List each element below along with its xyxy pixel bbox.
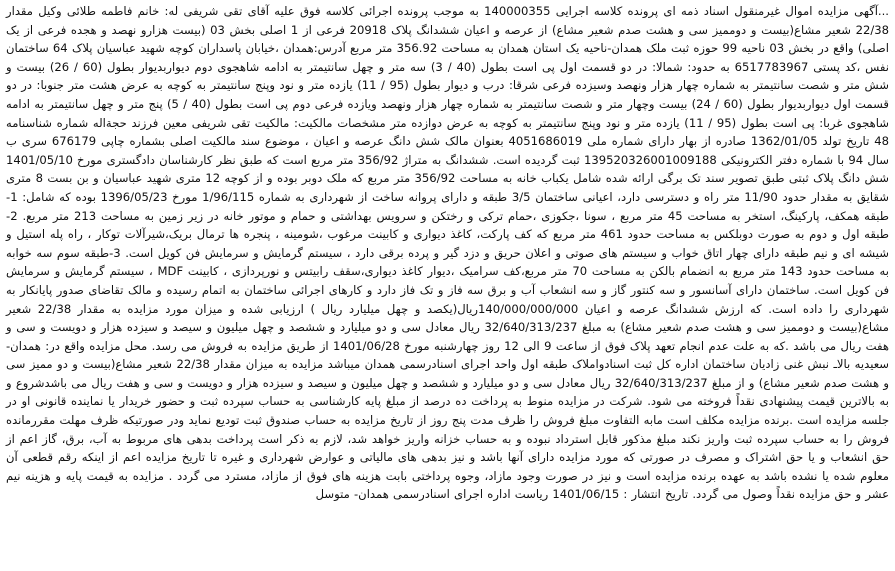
notice-text: ...آگهی مزایده اموال غیرمنقول اسناد ذمه ای پرونده کلاسه اجرایی 140000355 به موجب پرونده اجرائی کلاسه فوق علیه آقای تقی شریفی له: خانم فاطمه طلائی وکیل مقدار 22/38 شعیر مشاع(بیست و دوممیز سی و هشت صدم شعیر مشاع) از عرصه و اعیان ششدانگ پلاک 20918 فرعی از 1 اصلی بخش 03 (بیست هزارو نهصد و هجده فرعی از یک اصلی) واقع در بخش 03 ناحیه 99 حوزه ثبت ملک همدان-ناحیه یک استان همدان به مساحت 356.92 متر مربع آدرس:همدان ،خیابان پاسداران کوچه شهید عباسیان پلاک 64 ساختمان نفس ،کد پستی 6517783967 به حدود: شمالا: در دو قسمت اول پی است بطول (40 / 3) سه متر و چهل سانتیمتر به ادامه شاهجوی دوم دیواربدیوار بطول (60 / 26) بیست و شش متر و شصت سانتیمتر به شماره چهار هزار ونهصد وسیزده فرعی شرقا: درب و دیوار بطول (95 / 11) یازده متر و نود وپنج سانتیمتر به کوچه به عرض هشت متر جنوبا: در دو قسمت اول دیواربدیوار بطول (60 / 24) بیست وچهار متر و شصت سانتیمتر به شماره چهار هزار ونهصد ویازده فرعی دوم پی است بطول (40 / 5) پنج متر و چهل سانتیمتر به ادامه شاهجوی غربا: پی است بطول (95 / 11) یازده متر و نود وپنج سانتیمتر به کوچه به عرض دوازده متر مشخصات مالکیت: مالکیت تقی شریفی معین فرزند حجةاله شماره شناسنامه 48 تاریخ تولد 1362/01/05 صادره از بهار دارای شماره ملی 4051686019 بعنوان مالک شش دانگ عرصه و اعیان ، موضوع سند مالکیت اصلی بشماره چاپی 676179 سری ب سال 94 با شماره دفتر الکترونیکی 139520326001009188 ثبت گردیده است. ششدانگ به متراژ 356/92 متر مربع است که طبق نظر کارشناسان دادگستری مورخ 1401/05/10 شش دانگ پلاک ثبتی طبق تصویر سند تک برگی ارائه شده شامل یکباب خانه به مساحت 356/92 متر مربع که ملک دوبر بوده و از کوچه 12 متری شهید عباسیان و بن بست 8 متری شقایق به مقدار حدود 11/90 متر راه و دسترسی دارد، اعیانی ساختمان 3/5 طبقه و دارای پروانه ساخت از شهرداری به شماره 1/96/115 مورخ 1396/05/23 بوده که شامل: 1-طبقه همکف، پارکینگ، استخر به مساحت 45 متر مربع ، سونا ،جکوزی ،حمام ترکی و رختکن و سرویس بهداشتی و حمام و موتور خانه در زیر زمین به مساحت 213 متر مربع. 2- طبقه اول و دوم به صورت دوبلکس به مساحت حدود 461 متر مربع که کف پارکت، کاغذ دیواری و کابینت مرغوب ،شومینه ، پنجره ها ترمال بریک،شیرآلات توکار ، راه پله استیل و شیشه ای و نیم طبقه دارای چهار اتاق خواب و سیستم های صوتی و اعلان حریق و دزد گیر و پرده برقی دارد ، سیستم گرمایش و سرمایش فن کویل است. 3-طبقه سوم سه خوابه به مساحت حدود 143 متر مربع به انضمام بالکن به مساحت 70 متر مربع،کف سرامیک ،دیوار کاغذ دیواری،سقف رابیتس و نورپردازی ، کابینت MDF ، سیستم گرمایش و سرمایش فن کویل است. ساختمان دارای آسانسور و سه کنتور گاز و سه انشعاب آب و برق سه فاز و تک فاز دارد و کارهای اجرائی ساختمان به اتمام رسیده و مالک تقاضای صدور پایانکار به شهرداری را داده است. که ارزش ششدانگ عرصه و اعیان 140/000/000/000ریال(یکصد و چهل میلیارد ریال ) ارزیابی شده و میزان مورد مزایده به مقدار 22/38 شعیر مشاع(بیست و دوممیز سی و هشت صدم شعیر مشاع) به مبلغ 32/640/313/237 ریال معادل سی و دو میلیارد و ششصد و چهل میلیون و سیصد و سیزده هزار و دویست و سی و هفت ریال می باشد .که به علت عدم انجام تعهد پلاک فوق از ساعت 9 الی 12 روز چهارشنبه مورخ 1401/06/28 از طریق مزایده به فروش می رسد. محل مزایده واقع در: همدان-سعیدیه بالاـ نبش غنی زادیان ساختمان اداره کل ثبت اسنادواملاک طبقه اول واحد اجرای اسنادرسمی همدان میباشد مزایده به میزان مقدار 22/38 شعیر مشاع(بیست و دو ممیز سی و هشت صدم شعیر مشاع) و از مبلغ 32/640/313/237 ریال معادل سی و دو میلیارد و ششصد و چهل میلیون و سیصد و سیزده هزار و دویست و سی و هفت ریال می باشدشروع و به بالاترین قیمت پیشنهادی نقداً فروخته می شود. شرکت در مزایده منوط به پرداخت ده درصد از مبلغ پایه کارشناسی به حساب سپرده ثبت و حضور خریدار یا نماینده قانونی او در جلسه مزایده است .برنده مزایده مکلف است مابه التفاوت مبلغ فروش را ظرف مدت پنج روز از تاریخ مزایده به حساب صندوق ثبت تودیع نماید ودر صورتیکه ظرف مهلت مقررمانده فروش را به حساب سپرده ثبت واریز نکند مبلغ مذکور قابل استرداد نبوده و به حساب خزانه واریز خواهد شد، لازم به ذکر است پرداخت بدهی های مربوط به آب، برق، گاز اعم از حق انشعاب و یا حق اشتراک و مصرف در صورتی که مورد مزایده دارای آنها باشد و نیز بدهی های مالیاتی و عوارض شهرداری و غیره تا تاریخ مزایده اعم از اینکه رقم قطعی آن معلوم شده یا نشده باشد به عهده برنده مزایده است و نیز در صورت وجود مازاد، وجوه پرداختی بابت هزینه های فوق از مازاد، مسترد می گردد . مزایده به قیمت پایه و هزینه نیم عشر و حق مزایده نقداً وصول می گردد. تاریخ انتشار : 1401/06/15 ریاست اداره اجرای اسنادرسمی همدان- متوسل	[6, 4, 890, 502]
